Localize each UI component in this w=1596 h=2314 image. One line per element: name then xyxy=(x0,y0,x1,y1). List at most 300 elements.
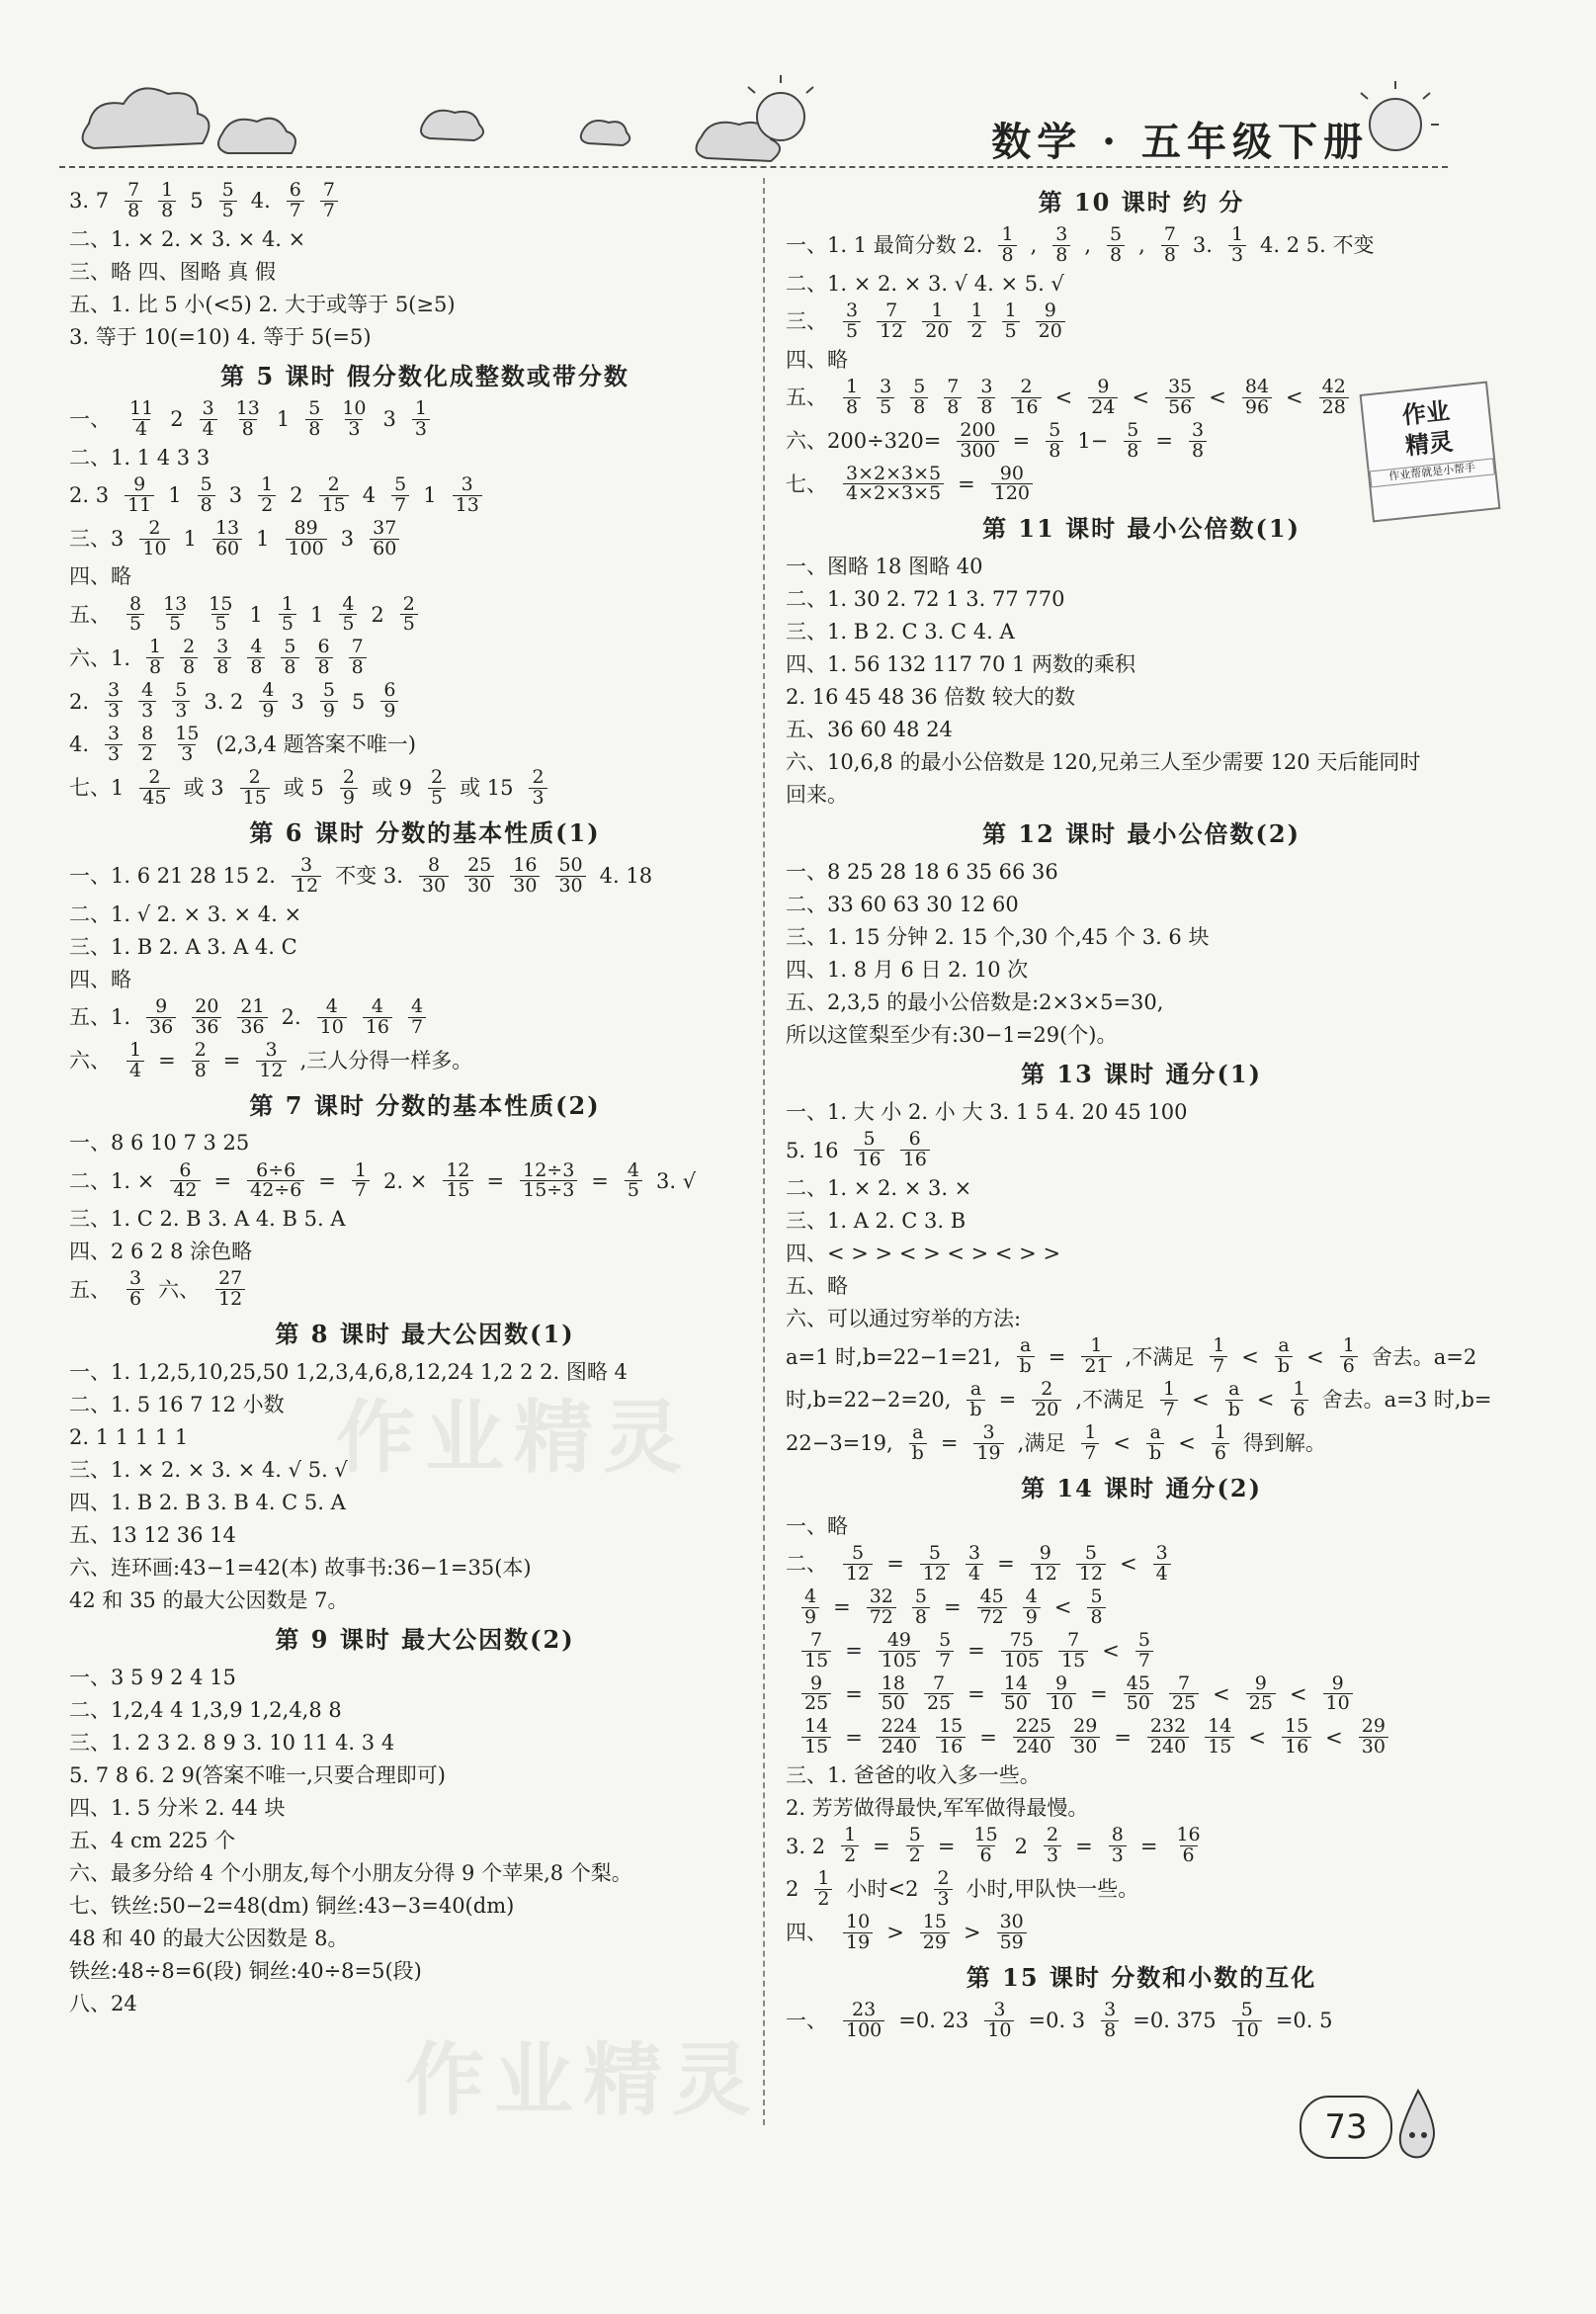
denominator: 15 xyxy=(240,788,270,809)
answer-text: 三、1. B 2. A 3. A 4. C xyxy=(69,934,297,959)
numerator: 3 xyxy=(1155,1541,1168,1564)
answer-text: 2. 1 1 1 1 1 xyxy=(69,1425,189,1450)
fraction xyxy=(843,1998,884,2041)
denominator: 8 xyxy=(1124,441,1141,462)
fraction xyxy=(1169,1671,1199,1715)
fraction xyxy=(854,1130,883,1170)
numerator: 23 xyxy=(852,1998,877,2020)
fraction xyxy=(814,1869,832,1910)
fraction xyxy=(934,1869,952,1910)
fraction xyxy=(1032,1380,1061,1420)
denominator: 60 xyxy=(370,539,399,559)
denominator: 59 xyxy=(997,1932,1027,1953)
fraction xyxy=(1232,1998,1262,2041)
denominator: 10 xyxy=(1232,2020,1262,2041)
answer-text: 4. xyxy=(250,189,271,214)
numerator: 15 xyxy=(1284,1715,1309,1738)
fraction xyxy=(370,516,399,559)
denominator: 10 xyxy=(984,2020,1014,2041)
denominator: 3 xyxy=(105,701,123,722)
denominator: 16 xyxy=(1011,397,1041,418)
answer-text: (2,3,4 题答案不唯一) xyxy=(215,732,416,757)
numerator: 32 xyxy=(869,1585,893,1607)
answer-text: 5. 16 xyxy=(786,1138,839,1162)
fraction xyxy=(1173,1826,1203,1866)
numerator: 6÷6 xyxy=(256,1158,296,1181)
numerator: 7 xyxy=(351,636,364,658)
denominator: 5 xyxy=(211,614,229,635)
numerator: 2 xyxy=(532,766,545,788)
numerator: 8 xyxy=(141,723,154,745)
numerator: 6 xyxy=(289,179,301,201)
numerator: 4 xyxy=(1025,1585,1038,1607)
numerator: 1 xyxy=(1001,223,1014,245)
fraction xyxy=(984,1998,1014,2041)
answer-line xyxy=(69,322,781,352)
denominator: 50 xyxy=(1001,1693,1031,1714)
answer-text: 二、1,2,4 4 1,3,9 1,2,4,8 8 xyxy=(69,1698,342,1723)
answer-text: 五、1. 比 5 小(<5) 2. 大于或等于 5(≥5) xyxy=(69,292,456,316)
fraction xyxy=(352,1158,370,1202)
fraction xyxy=(936,1717,966,1757)
numerator: 15 xyxy=(209,592,233,615)
numerator: 3 xyxy=(880,375,892,397)
answer-line xyxy=(69,1891,781,1921)
numerator: 1 xyxy=(817,1867,830,1890)
answer-text: 3. xyxy=(1192,233,1213,258)
denominator: 20 xyxy=(1036,321,1065,342)
denominator: b xyxy=(966,1400,984,1420)
numerator: 232 xyxy=(1149,1715,1187,1738)
numerator: 3 xyxy=(982,1421,995,1443)
numerator: 20 xyxy=(195,994,219,1017)
answer-text: 铁丝:48÷8=6(段) 铜丝:40÷8=5(段) xyxy=(69,1959,422,1984)
answer-line xyxy=(69,1553,781,1583)
lesson-title: 第 11 课时 最小公倍数(1) xyxy=(982,514,1301,544)
denominator: 8 xyxy=(998,245,1016,266)
denominator: 15 xyxy=(1058,1651,1088,1671)
denominator: 5 xyxy=(428,788,446,809)
answer-text: 2 xyxy=(170,407,184,432)
answer-text: a=1 时,b=22−1=21, xyxy=(786,1344,1001,1369)
fraction xyxy=(1013,1717,1054,1757)
denominator: 4 xyxy=(966,1564,983,1585)
fraction xyxy=(1291,1380,1308,1420)
answer-text: 四、1. 5 分米 2. 44 块 xyxy=(69,1796,286,1821)
numerator: 50 xyxy=(558,853,583,876)
numerator: 7 xyxy=(933,1671,946,1694)
answer-text: = xyxy=(940,1431,959,1456)
answer-line xyxy=(69,725,781,765)
answer-line xyxy=(69,994,781,1038)
answer-line xyxy=(786,1173,1497,1203)
numerator: 14 xyxy=(1003,1671,1028,1694)
fraction xyxy=(843,462,944,505)
denominator: 10 xyxy=(1047,1693,1076,1714)
numerator: 15 xyxy=(973,1824,998,1846)
denominator: 16 xyxy=(854,1150,883,1170)
answer-text: = xyxy=(1155,428,1173,453)
fraction xyxy=(126,592,144,636)
denominator: 4 xyxy=(126,1061,144,1081)
answer-line xyxy=(786,1913,1497,1953)
fraction xyxy=(192,994,221,1038)
answer-line xyxy=(786,345,1497,375)
fraction xyxy=(126,1269,144,1310)
answer-text: =0. 5 xyxy=(1275,2009,1333,2033)
answer-text: 1 xyxy=(249,602,263,627)
fraction xyxy=(380,681,398,722)
fraction xyxy=(970,1826,1000,1866)
numerator: 1 xyxy=(1213,1334,1225,1357)
numerator: 1 xyxy=(129,1038,142,1061)
answer-line xyxy=(69,681,781,722)
answer-text: 七、 xyxy=(786,471,827,496)
denominator: 5 xyxy=(339,614,357,635)
numerator: 13 xyxy=(235,396,260,419)
numerator: 5 xyxy=(175,679,188,702)
fraction xyxy=(408,994,426,1038)
numerator: 2 xyxy=(1041,1378,1053,1401)
fraction xyxy=(340,768,358,809)
numerator: 4 xyxy=(411,994,424,1017)
numerator: 5 xyxy=(308,396,321,419)
denominator: 8 xyxy=(192,1061,210,1081)
numerator: 9 xyxy=(1254,1671,1267,1694)
numerator: 9 xyxy=(155,994,168,1017)
answer-line xyxy=(69,932,781,962)
numerator: 5 xyxy=(914,1585,927,1607)
denominator: 8 xyxy=(843,397,861,418)
answer-text: < xyxy=(1213,1681,1230,1706)
numerator: 5 xyxy=(939,1628,952,1651)
answer-line xyxy=(69,1158,781,1202)
answer-line xyxy=(786,1206,1497,1236)
fraction xyxy=(443,1158,472,1202)
numerator: 224 xyxy=(881,1715,918,1738)
answer-text: 七、1 xyxy=(69,776,125,801)
answer-text: 一、3 5 9 2 4 15 xyxy=(69,1666,236,1690)
fraction xyxy=(349,638,367,678)
numerator: 45 xyxy=(979,1585,1004,1607)
answer-text: ,不满足 xyxy=(1125,1344,1195,1369)
fraction xyxy=(877,301,906,342)
fraction xyxy=(281,638,298,678)
lesson-title: 第 13 课时 通分(1) xyxy=(1021,1060,1262,1089)
denominator: 28 xyxy=(1319,397,1349,418)
numerator: 7 xyxy=(1178,1671,1191,1694)
answer-text: 二、1. × 2. × 3. × 4. × xyxy=(69,226,306,251)
fraction xyxy=(1001,1671,1031,1715)
answer-line xyxy=(69,1826,781,1855)
denominator: 96 xyxy=(1242,397,1272,418)
answer-line xyxy=(786,780,1497,810)
fraction xyxy=(315,638,333,678)
numerator: 15 xyxy=(922,1911,947,1932)
answer-text: 三、1. A 2. C 3. B xyxy=(786,1209,966,1234)
watermark: 作业精灵 xyxy=(336,1391,692,1484)
numerator: 25 xyxy=(467,853,492,876)
fraction xyxy=(412,396,430,440)
answer-text: = xyxy=(833,1595,851,1620)
numerator: 27 xyxy=(218,1267,243,1290)
answer-text: 一、图略 18 图略 40 xyxy=(786,555,983,579)
answer-text: > xyxy=(886,1921,904,1945)
answer-line xyxy=(69,443,781,472)
answer-text: 1 xyxy=(168,483,182,508)
answer-text: = xyxy=(1139,1834,1158,1858)
answer-text: 三、1. 爸爸的收入多一些。 xyxy=(786,1763,1041,1788)
denominator: 3 xyxy=(138,701,156,722)
denominator: 16 xyxy=(900,1150,930,1170)
answer-line xyxy=(786,715,1497,744)
numerator: 3 xyxy=(108,679,121,702)
fraction xyxy=(170,1158,200,1202)
fraction xyxy=(997,1913,1027,1953)
denominator: 12 xyxy=(843,1564,873,1585)
answer-line xyxy=(69,1793,781,1823)
answer-line xyxy=(69,396,781,440)
fraction xyxy=(138,725,156,765)
fraction xyxy=(843,301,861,342)
answer-text: 一、1. 1 最简分数 2. xyxy=(786,233,983,258)
answer-text: 六、 xyxy=(158,1277,201,1302)
answer-text: 四、略 xyxy=(69,967,131,991)
numerator: 8 xyxy=(427,853,441,876)
numerator: 1 xyxy=(1004,299,1017,321)
denominator: 3 xyxy=(1228,245,1246,266)
numerator: 10 xyxy=(846,1911,871,1932)
numerator: 6 xyxy=(317,636,330,658)
denominator: 72 xyxy=(977,1607,1007,1628)
denominator: 12 xyxy=(215,1289,245,1310)
denominator: 300 xyxy=(957,441,998,462)
numerator: 7 xyxy=(810,1628,823,1651)
denominator: 4 xyxy=(1153,1564,1171,1585)
denominator: 7 xyxy=(1081,1443,1099,1464)
numerator: 1 xyxy=(846,375,859,397)
answer-text: 四、2 6 2 8 涂色略 xyxy=(69,1240,253,1264)
numerator: 1 xyxy=(970,299,983,321)
denominator: 6 xyxy=(126,1289,144,1310)
header-rule xyxy=(59,166,1448,168)
fraction xyxy=(419,853,449,897)
answer-text: 四、1. 56 132 117 70 1 两数的乘积 xyxy=(786,652,1136,677)
denominator: 25 xyxy=(924,1693,954,1714)
answer-line xyxy=(69,1858,781,1888)
fraction xyxy=(400,592,418,636)
denominator: 12 xyxy=(1076,1564,1106,1585)
fraction xyxy=(1101,1998,1119,2041)
numerator: 75 xyxy=(1009,1628,1034,1651)
fraction xyxy=(105,725,123,765)
answer-text: 4. 2 5. 不变 xyxy=(1260,233,1375,258)
answer-text: 五、2,3,5 的最小公倍数是:2×3×5=30, xyxy=(786,990,1164,1015)
numerator: 4 xyxy=(262,679,275,702)
fraction xyxy=(1109,1826,1127,1866)
fraction xyxy=(1031,1541,1060,1585)
answer-line xyxy=(786,649,1497,679)
numerator: 5 xyxy=(284,636,296,658)
denominator: 16 xyxy=(363,1017,392,1038)
numerator: a xyxy=(969,1378,982,1401)
answer-text: 5 xyxy=(351,689,366,714)
answer-text: 2. × xyxy=(383,1168,428,1193)
denominator: 3 xyxy=(172,701,190,722)
denominator: 11 xyxy=(125,495,154,516)
denominator: 3 xyxy=(178,744,196,765)
denominator: 7 xyxy=(320,201,338,221)
fraction xyxy=(125,181,142,221)
answer-line xyxy=(786,682,1497,712)
answer-line xyxy=(69,1663,781,1692)
denominator: 8 xyxy=(1101,2020,1119,2041)
denominator: 2 xyxy=(967,321,985,342)
denominator: 15 xyxy=(801,1651,831,1671)
numerator: 1 xyxy=(1342,1334,1355,1357)
answer-line xyxy=(786,747,1497,777)
numerator: 1 xyxy=(1230,223,1244,245)
answer-line xyxy=(69,638,781,678)
answer-line xyxy=(69,1728,781,1757)
denominator: 8 xyxy=(944,397,962,418)
fraction xyxy=(1017,1336,1035,1377)
denominator: 56 xyxy=(1165,397,1195,418)
answer-text: 2. 芳芳做得最快,军军做得最慢。 xyxy=(786,1796,1089,1821)
answer-line xyxy=(786,1587,1497,1628)
denominator: 60 xyxy=(212,539,242,559)
answer-text: 1− xyxy=(1077,428,1109,453)
answer-line xyxy=(69,768,781,809)
denominator: 19 xyxy=(973,1443,1003,1464)
answer-line xyxy=(786,987,1497,1017)
fraction xyxy=(998,225,1016,266)
fraction xyxy=(1189,418,1207,462)
numerator: 5 xyxy=(221,179,234,201)
answer-text: = xyxy=(997,1552,1015,1577)
lesson-title: 第 12 课时 最小公倍数(2) xyxy=(982,819,1301,849)
fraction xyxy=(555,853,585,897)
answer-text: > xyxy=(963,1921,981,1945)
denominator: 8 xyxy=(977,397,995,418)
fraction xyxy=(1160,1380,1178,1420)
numerator: 2 xyxy=(342,766,355,788)
denominator: 15 xyxy=(1205,1737,1234,1757)
answer-line xyxy=(786,617,1497,646)
numerator: 9 xyxy=(133,472,146,495)
fraction xyxy=(1070,1717,1100,1757)
badge-line2: 精灵 xyxy=(1403,426,1455,461)
denominator: 8 xyxy=(1052,245,1070,266)
fraction xyxy=(428,768,446,809)
answer-line xyxy=(69,1129,781,1158)
answer-line xyxy=(69,1237,781,1266)
numerator: 4 xyxy=(371,994,383,1017)
denominator: 7 xyxy=(408,1017,426,1038)
fraction xyxy=(843,1913,873,1953)
answer-text: < xyxy=(1102,1638,1120,1663)
denominator: 15 xyxy=(801,1737,831,1757)
denominator: 6 xyxy=(977,1845,995,1866)
denominator: 36 xyxy=(237,1017,267,1038)
denominator: 30 xyxy=(1070,1737,1100,1757)
fraction xyxy=(920,1913,950,1953)
denominator: 3 xyxy=(345,419,363,440)
answer-text: = xyxy=(1048,1344,1066,1369)
fraction xyxy=(1044,1826,1061,1866)
fraction xyxy=(867,1587,896,1628)
denominator: 8 xyxy=(910,397,928,418)
denominator: 10 xyxy=(139,539,169,559)
numerator: 9 xyxy=(1331,1671,1344,1694)
fraction xyxy=(1023,1587,1041,1628)
answer-text: 二、1. 5 16 7 12 小数 xyxy=(69,1393,285,1417)
answer-line xyxy=(786,1271,1497,1301)
fraction xyxy=(1282,1717,1311,1757)
numerator: 4 xyxy=(325,994,338,1017)
fraction xyxy=(1165,375,1195,418)
numerator: 1 xyxy=(1214,1421,1226,1443)
answer-text: < xyxy=(1209,386,1226,410)
numerator: 5 xyxy=(1090,1585,1103,1607)
denominator: 5 xyxy=(219,201,237,221)
answer-text: 四、< > > < > < > < > > xyxy=(786,1242,1061,1266)
numerator: 4 xyxy=(141,679,154,702)
answer-line xyxy=(69,1924,781,1953)
numerator: 200 xyxy=(960,418,996,441)
answer-text: 3 xyxy=(291,689,304,714)
denominator: 12 xyxy=(292,876,321,897)
numerator: 4 xyxy=(342,592,355,615)
answer-line xyxy=(786,301,1497,342)
answer-text: 一、8 25 28 18 6 35 66 36 xyxy=(786,860,1058,885)
denominator: 7 xyxy=(936,1651,954,1671)
answer-line xyxy=(69,516,781,559)
numerator: 5 xyxy=(394,472,407,495)
fraction xyxy=(1323,1671,1353,1715)
answer-text: =0. 375 xyxy=(1133,2009,1217,2033)
denominator: 8 xyxy=(247,657,265,678)
fraction xyxy=(625,1158,642,1202)
denominator: 15 xyxy=(443,1180,472,1201)
answer-text: = xyxy=(998,1388,1017,1413)
denominator: 12 xyxy=(920,1564,950,1585)
denominator: 4 xyxy=(200,419,217,440)
answer-line xyxy=(69,900,781,929)
denominator: b xyxy=(1146,1443,1164,1464)
numerator: 5 xyxy=(863,1128,876,1151)
answer-text: < xyxy=(1289,1681,1307,1706)
answer-text: = xyxy=(873,1834,890,1858)
fraction xyxy=(146,638,164,678)
denominator: 7 xyxy=(1210,1356,1227,1377)
fraction xyxy=(391,472,409,516)
fraction xyxy=(319,472,349,516)
numerator: 225 xyxy=(1015,1715,1052,1738)
denominator: 3 xyxy=(1044,1845,1061,1866)
numerator: 42 xyxy=(1321,375,1346,397)
numerator: 4 xyxy=(627,1158,639,1181)
fraction xyxy=(1107,225,1125,266)
numerator: 90 xyxy=(999,462,1024,484)
fraction xyxy=(192,1038,210,1081)
fraction xyxy=(259,681,277,722)
answer-text: = xyxy=(1114,1725,1132,1750)
answer-line xyxy=(786,1869,1497,1910)
numerator: 2 xyxy=(402,592,415,615)
fraction xyxy=(219,181,237,221)
numerator: 5 xyxy=(1137,1628,1150,1651)
